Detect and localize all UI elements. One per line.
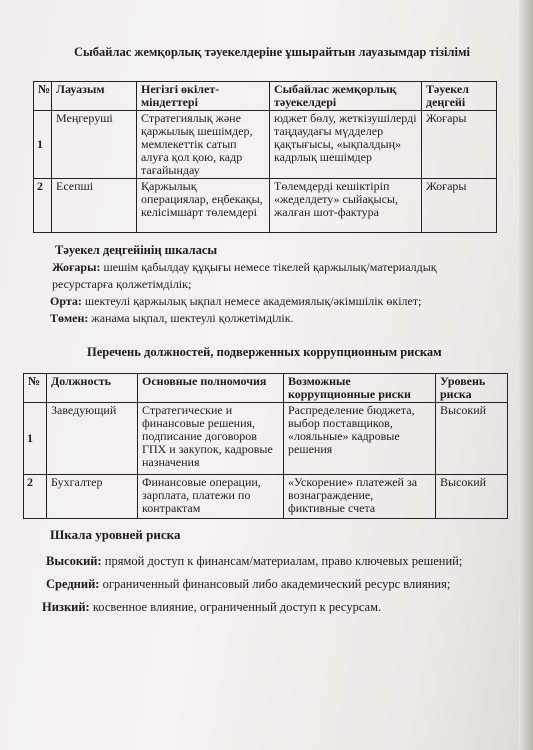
row-number: 2 bbox=[24, 475, 47, 519]
ru-risk-table bbox=[23, 373, 508, 519]
ru-header-risks: Возможные коррупционные риски bbox=[284, 374, 436, 403]
table-row bbox=[34, 179, 497, 233]
scale-label: Төмен: bbox=[50, 311, 89, 325]
kz-scale-medium bbox=[50, 294, 421, 309]
kz-scale-title: Тәуекел деңгейінің шкаласы bbox=[55, 243, 218, 257]
ru-header-position: Должность bbox=[47, 374, 138, 403]
ru-document-title: Перечень должностей, подверженных коррупционным рискам bbox=[87, 345, 442, 359]
table-row bbox=[24, 403, 508, 475]
row-number: 1 bbox=[34, 111, 52, 179]
duties-cell: Финансовые операции, зарплата, платежи по контрактам bbox=[138, 475, 284, 519]
risks-cell: Распределение бюджета, выбор поставщиков, «лояльные» кадровые решения bbox=[284, 403, 436, 475]
scale-label: Жоғары: bbox=[52, 260, 101, 274]
table-row bbox=[34, 111, 497, 179]
kz-header-risks: Сыбайлас жемқорлық тәуекелдері bbox=[270, 82, 422, 111]
ru-header-level: Уровень риска bbox=[436, 374, 508, 403]
scale-text: шектеулі қаржылық ықпал немесе академиялық/әкімшілік өкілет; bbox=[81, 294, 422, 308]
ru-header-duties: Основные полномочия bbox=[138, 374, 284, 403]
kz-header-position: Лауазым bbox=[52, 82, 137, 111]
position-cell: Заведующий bbox=[47, 403, 138, 475]
kz-header-level: Тәуекел деңгейі bbox=[422, 82, 497, 111]
ru-table-header-row bbox=[24, 374, 508, 403]
kz-header-duties: Негізгі өкілет-міндеттері bbox=[137, 82, 270, 111]
kz-risk-table bbox=[33, 81, 497, 233]
page-edge-shadow bbox=[519, 0, 533, 750]
scale-text: жанама ықпал, шектеулі қолжетімділік. bbox=[88, 311, 294, 325]
risks-cell: «Ускорение» платежей за вознаграждение, фиктивные счета bbox=[284, 475, 436, 519]
level-cell: Высокий bbox=[436, 403, 508, 475]
duties-cell: Стратегиялық және қаржылық шешімдер, мемлекеттік сатып алуға қол қою, кадр тағайындау bbox=[137, 111, 270, 179]
risks-cell: юджет бөлу, жеткізушілерді таңдаудағы мүдделер қақтығысы, «ықпалдың» кадрлық шешімдер bbox=[270, 111, 422, 179]
position-cell: Есепші bbox=[52, 179, 137, 233]
ru-scale-title: Шкала уровней риска bbox=[50, 527, 181, 542]
kz-table-header-row bbox=[34, 82, 497, 111]
scale-text: косвенное влияние, ограниченный доступ к ресурсам. bbox=[89, 600, 382, 614]
ru-scale-high bbox=[46, 554, 462, 569]
kz-scale-low bbox=[50, 311, 294, 326]
risks-cell: Төлемдерді кешіктіріп «жеделдету» сыйақысы, жалған шот-фактура bbox=[270, 179, 422, 233]
position-cell: Бухгалтер bbox=[47, 475, 138, 519]
ru-scale-medium bbox=[46, 577, 450, 592]
level-cell: Жоғары bbox=[422, 111, 497, 179]
table-row bbox=[24, 475, 508, 519]
kz-scale-high bbox=[52, 259, 482, 293]
scale-text: прямой доступ к финансам/материалам, право ключевых решений; bbox=[101, 554, 463, 568]
scale-label: Низкий: bbox=[42, 600, 90, 614]
row-number: 2 bbox=[34, 179, 52, 233]
position-cell: Меңгеруші bbox=[52, 111, 137, 179]
duties-cell: Стратегические и финансовые решения, подписание договоров ГПХ и закупок, кадровые назначения bbox=[138, 403, 284, 475]
level-cell: Жоғары bbox=[422, 179, 497, 233]
scale-text: ограниченный финансовый либо академический ресурс влияния; bbox=[99, 577, 451, 591]
row-number: 1 bbox=[24, 403, 47, 475]
kz-document-title: Сыбайлас жемқорлық тәуекелдеріне ұшырайтын лауазымдар тізілімі bbox=[74, 45, 470, 59]
scale-label: Средний: bbox=[46, 577, 100, 591]
scale-text: шешім қабылдау құқығы немесе тікелей қаржылық/материалдық ресурстарға қолжетімділік; bbox=[52, 260, 437, 291]
kz-header-num: № bbox=[34, 82, 52, 111]
ru-header-num: № bbox=[24, 374, 47, 403]
duties-cell: Қаржылық операциялар, еңбекақы, келісімшарт төлемдері bbox=[137, 179, 270, 233]
scale-label: Высокий: bbox=[46, 554, 102, 568]
level-cell: Высокий bbox=[436, 475, 508, 519]
ru-scale-low bbox=[42, 600, 381, 615]
scale-label: Орта: bbox=[50, 294, 82, 308]
